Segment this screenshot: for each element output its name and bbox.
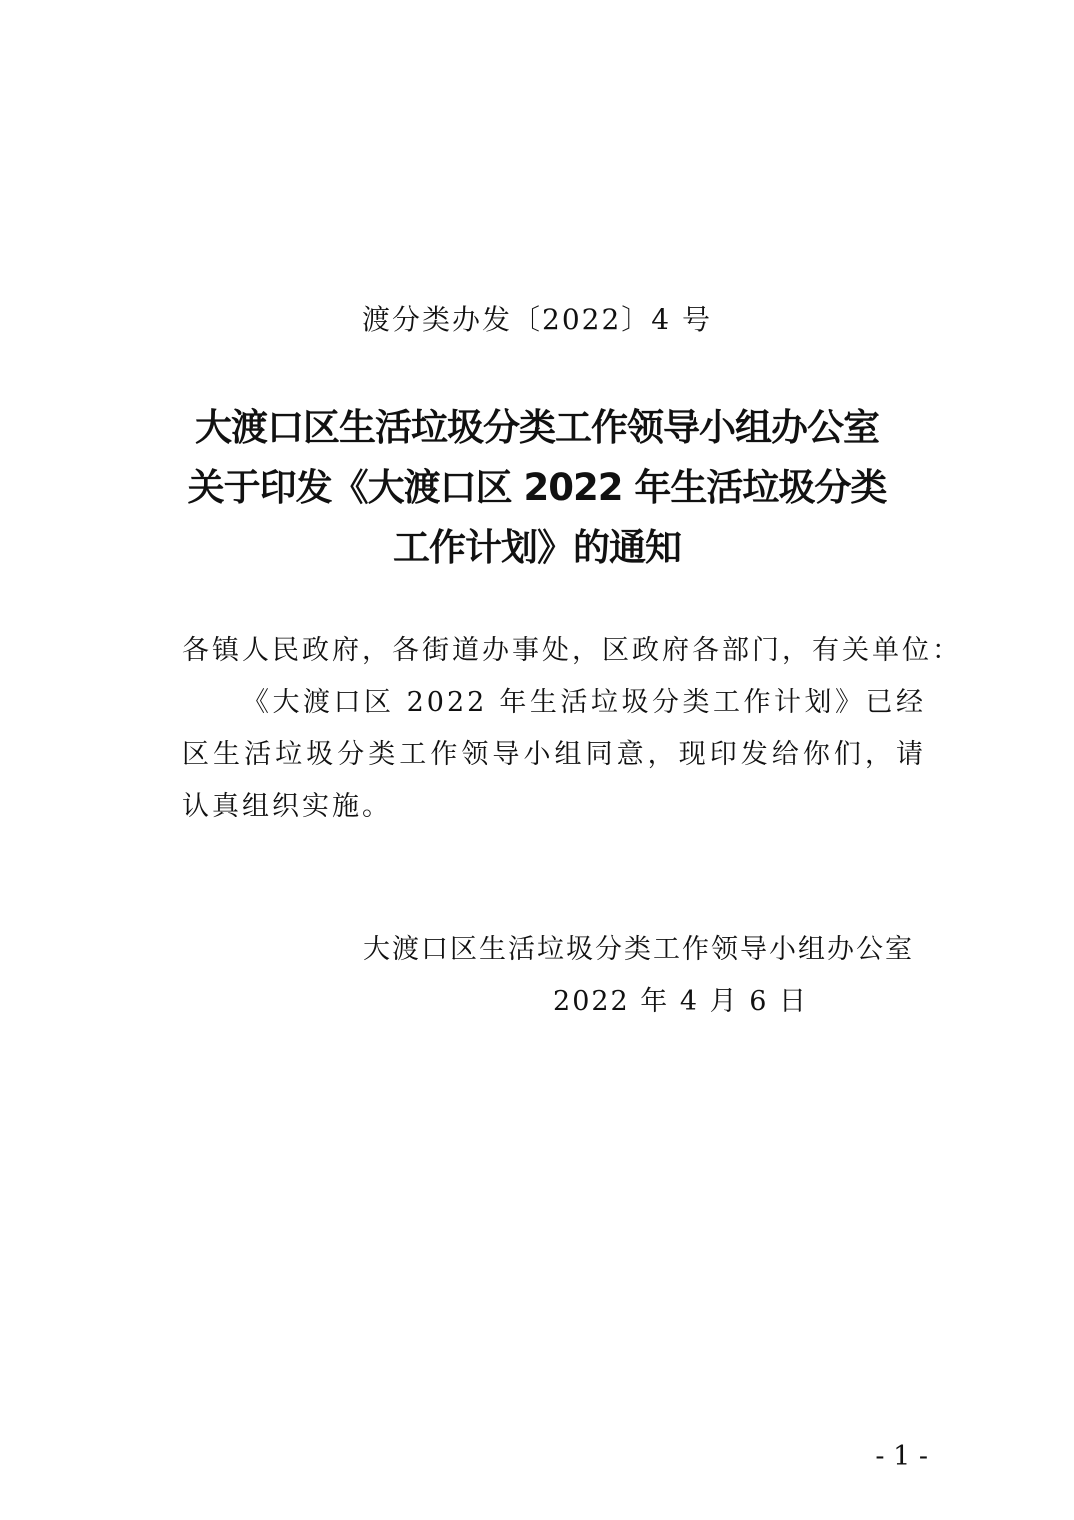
salutation: 各镇人民政府，各街道办事处，区政府各部门，有关单位： bbox=[182, 635, 962, 666]
document-title bbox=[150, 398, 924, 578]
document-body bbox=[182, 625, 962, 833]
title-line-3: 工作计划》的通知 bbox=[393, 526, 681, 569]
page-number: - 1 - bbox=[875, 1441, 928, 1472]
body-paragraph: 《大渡口区 2022 年生活垃圾分类工作计划》已经区生活垃圾分类工作领导小组同意，现印发给你们，请认真组织实施。 bbox=[182, 687, 926, 822]
issue-date: 2022 年 4 月 6 日 bbox=[553, 986, 808, 1017]
title-line-1: 大渡口区生活垃圾分类工作领导小组办公室 bbox=[195, 406, 879, 449]
title-line-2: 关于印发《大渡口区 2022 年生活垃圾分类 bbox=[187, 466, 887, 509]
issuer-signature: 大渡口区生活垃圾分类工作领导小组办公室 bbox=[363, 934, 914, 965]
document-number: 渡分类办发〔2022〕4 号 bbox=[362, 303, 712, 336]
